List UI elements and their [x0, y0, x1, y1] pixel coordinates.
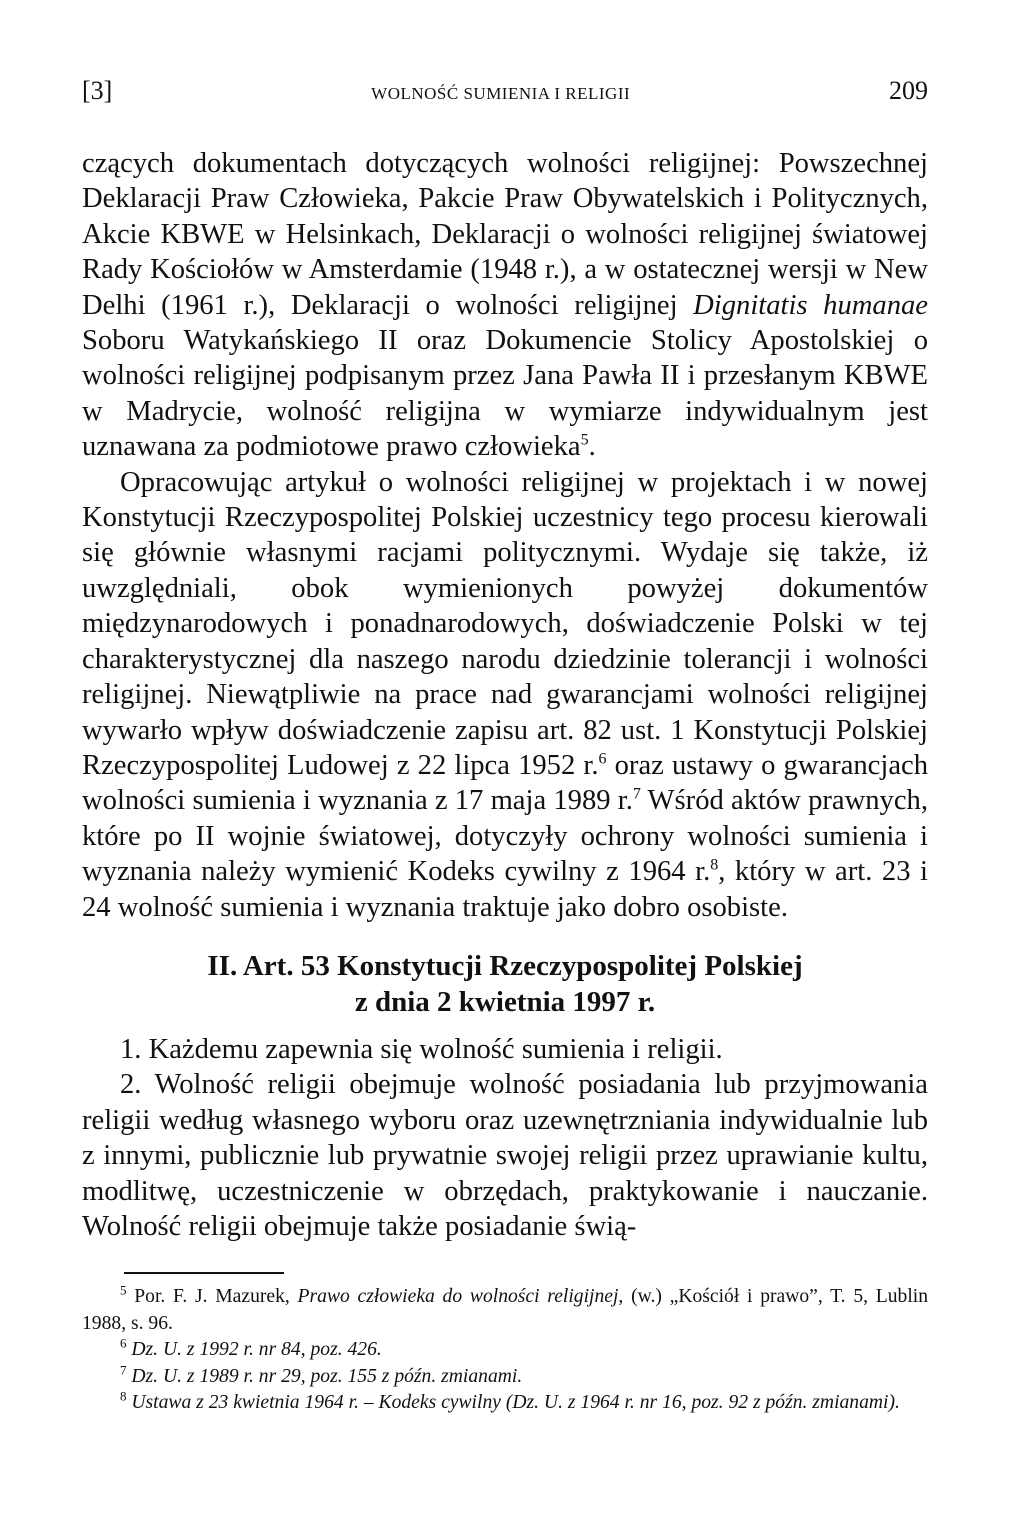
body-text [82, 146, 928, 1244]
italic-title: Dignitatis humanae [693, 289, 928, 321]
footnote-5: $^5$ Por. F. J. Mazurek, Prawo człowieka do wolności religijnej, (w.) „Kościół i prawo”, T. 5, Lublin 1988, s. 96. [82, 1282, 929, 1334]
article-item-2: 2. Wolność religii obejmuje wolność posiadania lub przyjmowania religii według własnego wyboru oraz uzewnętrzniania indywidualnie lub z innymi, publicznie lub prywatnie swojej religii przez uprawianie kultu, modlitwę, uczestniczenie w obrzędach, praktykowanie i nauczanie. Wolność religii obejmuje także posiadanie świą- [82, 1069, 928, 1242]
page-header [82, 76, 928, 116]
footnote-ref-7[interactable]: 7 [632, 785, 641, 803]
footnote-ref-6[interactable]: 6 [598, 750, 607, 768]
footnote-6: $^6$ Dz. U. z 1992 r. nr 84, poz. 426. [120, 1335, 382, 1361]
footnote-ref-5[interactable]: 5 [580, 431, 589, 449]
footnote-divider [124, 1272, 284, 1274]
footnote-7: $^7$ Dz. U. z 1989 r. nr 29, poz. 155 z późn. zmianami. [120, 1362, 523, 1387]
footnote-8: $^8$ Ustawa z 23 kwietnia 1964 r. – Kodeks cywilny (Dz. U. z 1964 r. nr 16, poz. 92 z późn. zmianami). [120, 1388, 900, 1414]
paragraph-2: Opracowując artykuł o wolności religijnej w projektach i w nowej Konstytucji Rzeczypospolitej Polskiej uczestnicy tego procesu kierowali się głównie własnymi racjami politycznymi. Wydaje się także, iż uwzględniali, obok wymienionych powyżej dokumentów międzynarodowych i ponadnarodowych, doświadczenie Polski w tej charakterystycznej dla naszego narodu dziedzinie tolerancji i wolności religijnej. Niewątpliwie na prace nad gwarancjami wolności religijnej wywarło wpływ doświadczenie zapisu art. 82 ust. 1 Konstytucji Polskiej Rzeczypospolitej Ludowej z 22 lipca 1952 r.$^6$ oraz ustawy o gwarancjach wolności sumienia i wyznania z 17 maja 1989 r.$^7$ Wśród aktów prawnych, które po II wojnie światowej, dotyczyły ochrony wolności sumienia i wyznania należy wymienić Kodeks cywilny z 1964 r.$^8$, który w art. 23 i 24 wolność sumienia i wyznania traktuje jako dobro osobiste. [82, 466, 928, 923]
running-title: WOLNOŚĆ SUMIENIA I RELIGII [371, 84, 631, 103]
section-number: [3] [82, 76, 113, 105]
section-heading: II. Art. 53 Konstytucji Rzeczypospolitej Polskiej z dnia 2 kwietnia 1997 r. [207, 949, 803, 1018]
page-number: 209 [889, 76, 928, 105]
article-item-1: 1. Każdemu zapewnia się wolność sumienia i religii. [120, 1033, 723, 1065]
footnotes [82, 1284, 928, 1417]
paragraph-1: czących dokumentach dotyczących wolności religijnej: Powszechnej Deklaracji Praw Człowieka, Pakcie Praw Obywatelskich i Politycznych, Akcie KBWE w Helsinkach, Deklaracji o wolności religijnej światowej Rady Kościołów w Amsterdamie (1948 r.), a w ostatecznej wersji w New Delhi (1961 r.), Deklaracji o wolności religijnej Dignitatis humanae Soboru Watykańskiego II oraz Dokumencie Stolicy Apostolskiej o wolności religijnej podpisanym przez Jana Pawła II i przesłanym KBWE w Madrycie, wolność religijna w wymiarze indywidualnym jest uznawana za podmiotowe prawo człowieka$^5$. [82, 148, 928, 463]
footnote-ref-8[interactable]: 8 [710, 856, 719, 874]
